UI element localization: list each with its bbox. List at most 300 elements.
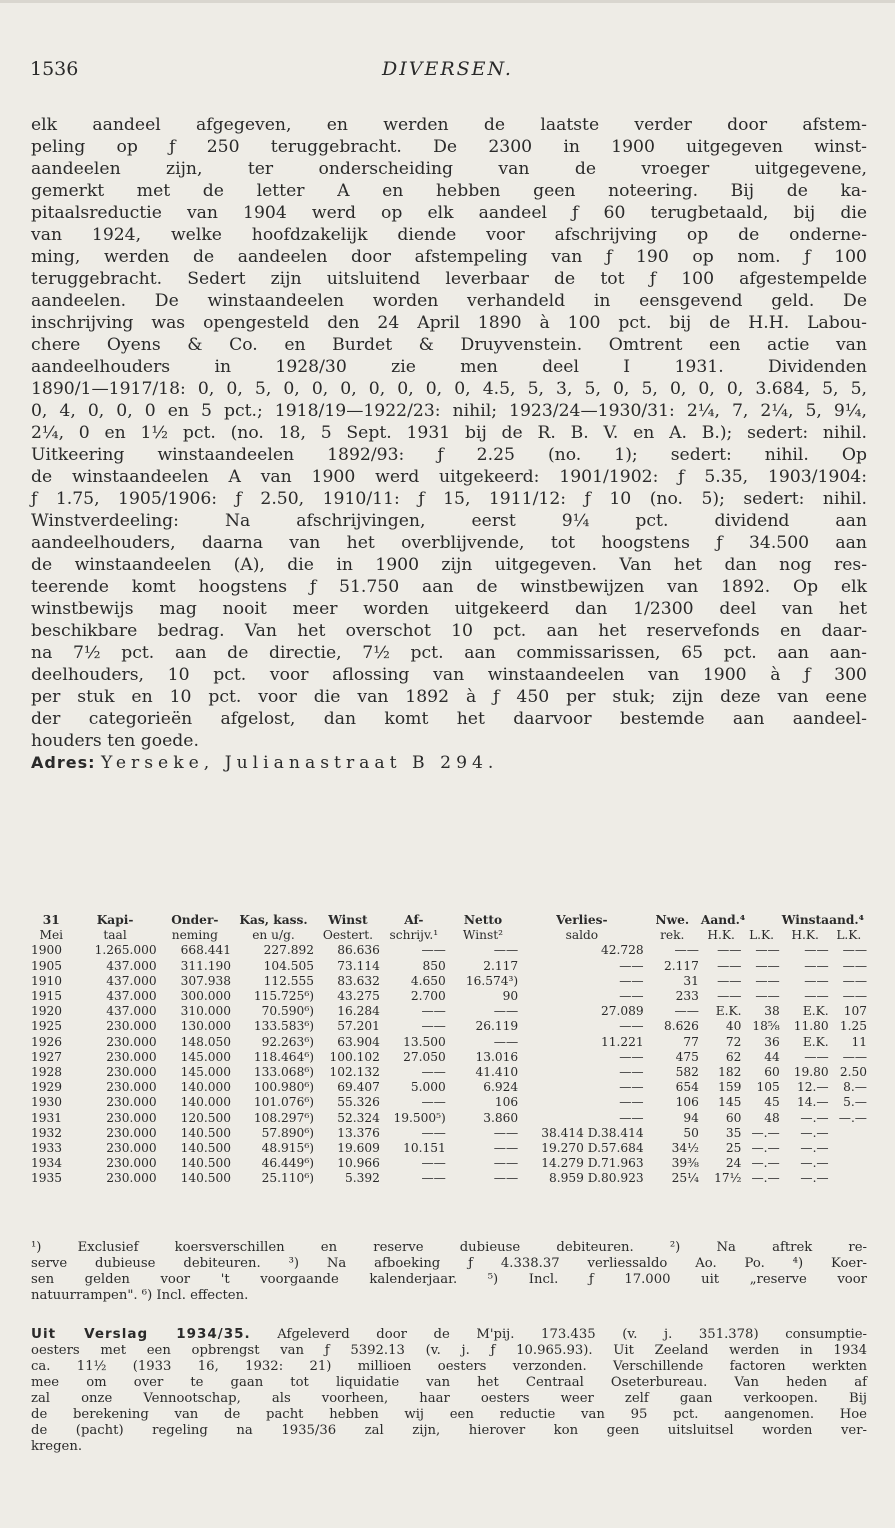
table-header-cell: Aand.⁴ <box>700 913 746 927</box>
table-cell: 60 <box>764 1065 780 1080</box>
table-cell: 77 <box>683 1034 699 1049</box>
table-cell: —— <box>421 1019 446 1034</box>
footnotes <box>31 1240 867 1304</box>
body-line: peling op ƒ 250 teruggebracht. De 2300 in 1900 uitgegeven winst- <box>31 137 867 157</box>
table-row <box>30 1065 868 1080</box>
table-cell: —— <box>421 1156 446 1171</box>
body-line: teruggebracht. Sedert zijn uitsluitend leverbaar de tot ƒ 100 afgestempelde <box>31 269 867 289</box>
table-row <box>30 1156 868 1171</box>
table-cell: 108.297⁶) <box>253 1110 314 1125</box>
table-cell: 140.500 <box>180 1125 232 1140</box>
table-header-cell: Kapi- <box>96 913 134 927</box>
body-line: winstbewijs mag nooit meer worden uitgekeerd dan 1/2300 deel van het <box>31 599 867 619</box>
table-cell: 8.626 <box>664 1019 699 1034</box>
table-cell: 50 <box>683 1125 699 1140</box>
table-cell: 1915 <box>31 989 63 1004</box>
footnote-line: ¹) Exclusief koersverschillen en reserve dubieuse debiteuren. ²) Na aftrek re- <box>31 1240 867 1255</box>
table-cell: —— <box>619 1019 644 1034</box>
table-subheader-cell: Mei <box>39 928 64 943</box>
table-cell: 63.904 <box>337 1034 380 1049</box>
table-cell: —— <box>755 943 780 958</box>
table-cell: 230.000 <box>106 1156 157 1171</box>
table-cell: 18⅝ <box>752 1019 780 1034</box>
table-cell: —— <box>804 943 829 958</box>
table-cell: 307.938 <box>180 973 232 988</box>
table-cell: 230.000 <box>106 1095 157 1110</box>
table-cell: 4.650 <box>410 973 446 988</box>
table-cell: 230.000 <box>106 1141 157 1156</box>
table-header-cell: Af- <box>404 913 424 927</box>
table-cell: 46.449⁶) <box>261 1156 314 1171</box>
page-number: 1536 <box>30 58 79 80</box>
table-cell: —— <box>493 1171 519 1186</box>
table-row <box>30 989 868 1004</box>
table-cell: 140.500 <box>180 1141 232 1156</box>
table-cell: 73.114 <box>337 958 380 973</box>
body-line: Winstverdeeling: Na afschrijvingen, eerst 9¼ pct. dividend aan <box>31 511 867 531</box>
table-cell: 230.000 <box>106 1065 157 1080</box>
table-cell: 105 <box>756 1080 780 1095</box>
table-cell: 5.392 <box>345 1171 380 1186</box>
table-cell: 115.725⁶) <box>253 989 314 1004</box>
table-cell: —— <box>421 1095 446 1110</box>
table-subheader-cell: schrijv.¹ <box>389 928 439 943</box>
table-cell: 1910 <box>31 973 63 988</box>
report-line <box>31 1326 867 1343</box>
table-cell: 72 <box>725 1034 742 1049</box>
table-header-cell: Netto <box>463 913 503 927</box>
table-row <box>30 974 868 989</box>
report-section <box>31 1326 867 1455</box>
table-cell: 654 <box>675 1080 699 1095</box>
table-cell: 130.000 <box>180 1019 232 1034</box>
table-cell: 1934 <box>31 1156 63 1171</box>
table-cell: 227.892 <box>263 943 314 958</box>
table-cell: —— <box>619 973 644 988</box>
table-cell: —— <box>755 958 780 973</box>
table-cell: —— <box>842 958 867 973</box>
table-cell: —— <box>804 1049 829 1064</box>
report-line <box>31 1343 867 1359</box>
table-subheader-cell: rek. <box>660 928 685 943</box>
financial-table <box>30 913 868 1187</box>
table-cell: —— <box>493 1004 519 1019</box>
table-cell <box>830 1171 868 1186</box>
page-title: DIVERSEN. <box>382 58 513 80</box>
report-line <box>31 1375 867 1391</box>
table-cell: —— <box>717 958 742 973</box>
table-cell: 11 <box>851 1034 867 1049</box>
table-cell: 230.000 <box>106 1019 157 1034</box>
table-cell: 44 <box>764 1049 780 1064</box>
table-cell: 1932 <box>31 1125 63 1140</box>
table-row <box>30 1095 868 1110</box>
table-cell: 45 <box>764 1095 780 1110</box>
table-cell: 437.000 <box>106 1004 157 1019</box>
table-cell: —— <box>493 1125 519 1140</box>
table-cell: 38 <box>764 1004 780 1019</box>
table-cell: —— <box>421 943 446 958</box>
table-cell: —— <box>619 1065 644 1080</box>
body-line: pitaalsreductie van 1904 werd op elk aandeel ƒ 60 terugbetaald, bij die <box>31 203 867 223</box>
table-cell: —— <box>619 1110 644 1125</box>
table-cell: 1930 <box>31 1095 63 1110</box>
table-cell: 850 <box>422 958 446 973</box>
table-subheader-cell: H.K. <box>707 928 735 943</box>
table-cell: —— <box>674 943 699 958</box>
footnote-line: serve dubieuse debiteuren. ³) Na afboeking ƒ 4.338.37 verliessaldo Ao. Po. ⁴) Koer- <box>31 1256 867 1271</box>
address-label: Adres: <box>31 753 96 772</box>
table-cell: 69.407 <box>337 1080 380 1095</box>
report-line <box>31 1359 867 1375</box>
table-row <box>30 1019 868 1034</box>
table-cell: 145.000 <box>180 1065 232 1080</box>
table-cell: 27.050 <box>403 1049 446 1064</box>
table-cell: 19.500⁵) <box>393 1110 446 1125</box>
table-cell: 92.263⁶) <box>261 1034 314 1049</box>
table-cell: —— <box>619 989 644 1004</box>
body-line: aandeelhouders in 1928/30 zie men deel I 1931. Dividenden <box>31 357 867 377</box>
table-cell: —— <box>619 1095 644 1110</box>
body-line: de winstaandeelen (A), die in 1900 zijn uitgegeven. Van het dan nog res- <box>31 555 867 575</box>
table-cell: 118.464⁶) <box>253 1049 314 1064</box>
table-cell: 230.000 <box>106 1171 157 1186</box>
table-cell: 1931 <box>31 1110 63 1125</box>
table-cell: —— <box>421 1004 446 1019</box>
report-line <box>31 1407 867 1423</box>
table-cell: E.K. <box>802 1034 829 1049</box>
table-row <box>30 1035 868 1050</box>
table-row <box>30 959 868 974</box>
table-cell: —— <box>842 989 867 1004</box>
body-line: ƒ 1.75, 1905/1906: ƒ 2.50, 1910/11: ƒ 15, 1911/12: ƒ 10 (no. 5); sedert: nihil. <box>31 489 867 509</box>
table-cell: 31 <box>683 973 699 988</box>
table-cell: —— <box>619 1080 644 1095</box>
table-cell: 1935 <box>31 1171 63 1186</box>
table-cell: 6.924 <box>483 1080 519 1095</box>
table-cell: 57.201 <box>337 1019 380 1034</box>
table-cell: —.— <box>838 1110 867 1125</box>
table-cell: 140.000 <box>180 1095 232 1110</box>
table-cell: 13.500 <box>403 1034 446 1049</box>
table-cell: —— <box>717 943 742 958</box>
body-text <box>31 114 867 774</box>
table-cell: 437.000 <box>106 989 157 1004</box>
report-line <box>31 1391 867 1407</box>
body-line: per stuk en 10 pct. voor die van 1892 à ƒ 450 per stuk; zijn deze van eene <box>31 687 867 707</box>
table-cell: 437.000 <box>106 958 157 973</box>
table-cell: 25 <box>725 1141 742 1156</box>
table-cell: 100.980⁶) <box>253 1080 314 1095</box>
table-subheader-cell: saldo <box>565 928 599 943</box>
table-cell: —.— <box>800 1125 829 1140</box>
table-cell: 14.279 D.71.963 <box>541 1156 644 1171</box>
table-cell: 70.590⁶) <box>261 1004 314 1019</box>
table-subheader-cell: L.K. <box>749 928 775 943</box>
table-row <box>30 1126 868 1141</box>
table-cell: 8.— <box>843 1080 867 1095</box>
table-cell: 27.089 <box>600 1004 644 1019</box>
table-header-cell: Winst <box>328 913 368 927</box>
table-cell: 300.000 <box>180 989 232 1004</box>
table-header-cell: Kas, kass. <box>239 913 308 927</box>
body-line: na 7½ pct. aan de directie, 7½ pct. aan commissarissen, 65 pct. aan aan- <box>31 643 867 663</box>
table-cell: 230.000 <box>106 1110 157 1125</box>
table-cell: 437.000 <box>106 973 157 988</box>
table-cell: 1900 <box>31 943 63 958</box>
table-cell: 26.119 <box>475 1019 519 1034</box>
table-cell: 40 <box>725 1019 742 1034</box>
table-cell: 10.151 <box>403 1141 446 1156</box>
table-cell: 1905 <box>31 958 63 973</box>
table-cell: —— <box>755 989 780 1004</box>
table-cell: 90 <box>502 989 519 1004</box>
table-subheader-cell: H.K. <box>791 928 819 943</box>
report-line-text: kregen. <box>31 1439 83 1454</box>
body-line: aandeelen zijn, ter onderscheiding van de vroeger uitgegevene, <box>31 159 867 179</box>
table-cell: —.— <box>800 1171 829 1186</box>
table-cell: 11.80 <box>793 1019 829 1034</box>
table-cell: 11.221 <box>600 1034 644 1049</box>
table-cell: 230.000 <box>106 1049 157 1064</box>
table-cell: —— <box>421 1125 446 1140</box>
footnote-line: natuurrampen". ⁶) Incl. effecten. <box>31 1288 249 1303</box>
table-cell: 140.500 <box>180 1156 232 1171</box>
table-header-cell: Nwe. <box>655 913 690 927</box>
table-cell: 38.414 D.38.414 <box>541 1125 644 1140</box>
table-cell: 8.959 D.80.923 <box>548 1171 644 1186</box>
table-cell: —— <box>493 1034 519 1049</box>
table-cell: —.— <box>800 1141 829 1156</box>
table-cell: 13.016 <box>475 1049 519 1064</box>
table-header-row <box>30 928 868 943</box>
table-cell: 19.270 D.57.684 <box>541 1141 644 1156</box>
table-cell: —.— <box>800 1156 829 1171</box>
table-cell: 1926 <box>31 1034 63 1049</box>
body-line: aandeelhouders, daarna van het overblijvende, tot hoogstens ƒ 34.500 aan <box>31 533 867 553</box>
table-row <box>30 1050 868 1065</box>
table-cell: 311.190 <box>180 958 232 973</box>
table-header-cell: Winstaand.⁴ <box>781 913 864 927</box>
report-line-text: mee om over te gaan tot liquidatie van het Centraal Oseterbureau. Van heden af <box>31 1375 867 1390</box>
table-cell: 5.— <box>843 1095 867 1110</box>
body-line: chere Oyens & Co. en Burdet & Druyvenstein. Omtrent een actie van <box>31 335 867 355</box>
body-line: deelhouders, 10 pct. voor aflossing van winstaandeelen van 1900 à ƒ 300 <box>31 665 867 685</box>
table-cell: —— <box>674 1004 699 1019</box>
table-cell: —— <box>842 943 867 958</box>
table-cell: 100.102 <box>329 1049 380 1064</box>
table-cell: 19.609 <box>337 1141 380 1156</box>
body-line: ming, werden de aandeelen door afstempeling van ƒ 190 op nom. ƒ 100 <box>31 247 867 267</box>
table-cell: 17½ <box>714 1171 742 1186</box>
table-cell: —— <box>717 973 742 988</box>
body-line: 2¼, 0 en 1½ pct. (no. 18, 5 Sept. 1931 bij de R. B. V. en A. B.); sedert: nihil. <box>31 423 867 443</box>
table-cell: 10.966 <box>337 1156 380 1171</box>
table-cell: 120.500 <box>180 1110 232 1125</box>
table-cell: 39⅜ <box>671 1156 699 1171</box>
table-row <box>30 1004 868 1019</box>
table-cell: —— <box>804 989 829 1004</box>
table-cell: 94 <box>683 1110 699 1125</box>
table-cell: 1920 <box>31 1004 63 1019</box>
table-cell: 3.860 <box>483 1110 519 1125</box>
table-cell: —.— <box>751 1125 780 1140</box>
table-cell: 52.324 <box>337 1110 380 1125</box>
table-cell: 1927 <box>31 1049 63 1064</box>
table-cell: —.— <box>800 1110 829 1125</box>
table-header-cell: Verlies- <box>556 913 608 927</box>
table-cell: 230.000 <box>106 1034 157 1049</box>
table-cell: 145 <box>718 1095 742 1110</box>
table-cell: 2.50 <box>839 1065 867 1080</box>
table-cell: 12.— <box>797 1080 829 1095</box>
table-cell: 668.441 <box>180 943 232 958</box>
table-subheader-cell: Oestert. <box>322 928 374 943</box>
table-cell: —— <box>493 1141 519 1156</box>
table-cell: 475 <box>675 1049 699 1064</box>
table-cell: 62 <box>725 1049 742 1064</box>
table-cell: —— <box>493 943 519 958</box>
table-cell: —— <box>842 1049 867 1064</box>
table-cell: 1925 <box>31 1019 63 1034</box>
table-cell: 25.110⁶) <box>261 1171 314 1186</box>
table-cell: —— <box>493 1156 519 1171</box>
report-line-text: de berekening van de pacht hebben wij een reductie van 95 pct. aangenomen. Hoe <box>31 1407 867 1422</box>
table-cell: 230.000 <box>106 1125 157 1140</box>
table-subheader-cell: L.K. <box>836 928 862 943</box>
table-row <box>30 1171 868 1186</box>
table-cell <box>830 1141 868 1156</box>
table-cell: 182 <box>718 1065 742 1080</box>
table-cell: 2.117 <box>483 958 519 973</box>
table-cell: 35 <box>725 1125 742 1140</box>
table-cell: —.— <box>751 1141 780 1156</box>
table-cell: 102.132 <box>329 1065 380 1080</box>
table-cell: —— <box>755 973 780 988</box>
table-cell: 582 <box>675 1065 699 1080</box>
table-cell: —— <box>421 1065 446 1080</box>
table-cell: 1929 <box>31 1080 63 1095</box>
table-cell: 86.636 <box>337 943 380 958</box>
report-line-text: zal onze Vennootschap, als voorheen, haar oesters weer zelf gaan verkoopen. Bij <box>31 1391 867 1406</box>
table-subheader-cell: en u/g. <box>252 928 295 943</box>
table-cell: 1933 <box>31 1141 63 1156</box>
table-cell: 106 <box>675 1095 699 1110</box>
table-cell: 1928 <box>31 1065 63 1080</box>
table-cell: 159 <box>718 1080 742 1095</box>
body-line: 0, 4, 0, 0, 0 en 5 pct.; 1918/19—1922/23: nihil; 1923/24—1930/31: 2¼, 7, 2¼, 5, 9¼, <box>31 401 867 421</box>
table-cell: 233 <box>675 989 699 1004</box>
table-cell: 25¼ <box>671 1171 699 1186</box>
report-line-text: oesters met een opbrengst van ƒ 5392.13 (v. j. ƒ 10.965.93). Uit Zeeland werden in 1934 <box>31 1343 867 1358</box>
table-subheader-cell: Winst² <box>462 928 504 943</box>
table-cell: 140.000 <box>180 1080 232 1095</box>
table-cell: —— <box>804 973 829 988</box>
address-value: Yerseke, Julianastraat B 294. <box>100 753 499 773</box>
table-cell: 106 <box>494 1095 519 1110</box>
table-cell: 5.000 <box>410 1080 446 1095</box>
report-line-text: Afgeleverd door de M'pij. 173.435 (v. j. 351.378) consumptie- <box>277 1327 867 1342</box>
table-cell: 2.700 <box>410 989 446 1004</box>
table-cell <box>830 1126 868 1141</box>
body-line: elk aandeel afgegeven, en werden de laatste verder door afstem- <box>31 115 867 135</box>
table-cell: 148.050 <box>180 1034 232 1049</box>
table-row <box>30 1111 868 1126</box>
table-cell: —— <box>717 989 742 1004</box>
table-header-cell: 31 <box>42 913 60 927</box>
address-line <box>31 752 867 774</box>
table-row <box>30 1080 868 1095</box>
table-cell: 1.265.000 <box>94 943 157 958</box>
table-header-cell: Onder- <box>171 913 219 927</box>
report-line-text: ca. 11½ (1933 16, 1932: 21) millioen oesters verzonden. Verschillende factoren werkten <box>31 1359 867 1374</box>
table-cell: 34½ <box>671 1141 699 1156</box>
body-line: Uitkeering winstaandeelen 1892/93: ƒ 2.25 (no. 1); sedert: nihil. Op <box>31 445 867 465</box>
table-cell: 101.076⁶) <box>253 1095 314 1110</box>
table-cell: 19.80 <box>793 1065 829 1080</box>
table-cell: 145.000 <box>180 1049 232 1064</box>
footnote-line: sen gelden voor 't voorgaande kalenderjaar. ⁵) Incl. ƒ 17.000 uit „reserve voor <box>31 1272 867 1287</box>
table-cell: 104.505 <box>263 958 314 973</box>
table-cell: 2.117 <box>664 958 699 973</box>
table-subheader-cell: neming <box>171 928 218 943</box>
table-row <box>30 1141 868 1156</box>
body-line: de winstaandeelen A van 1900 werd uitgekeerd: 1901/1902: ƒ 5.35, 1903/1904: <box>31 467 867 487</box>
table-cell: 230.000 <box>106 1080 157 1095</box>
report-line <box>31 1423 867 1439</box>
table-cell: —.— <box>751 1156 780 1171</box>
table-cell: 57.890⁶) <box>261 1125 314 1140</box>
table-cell: —— <box>619 1049 644 1064</box>
table-cell: 41.410 <box>475 1065 519 1080</box>
body-line: inschrijving was opengesteld den 24 April 1890 à 100 pct. bij de H.H. Labou- <box>31 313 867 333</box>
body-line: beschikbare bedrag. Van het overschot 10 pct. aan het reservefonds en daar- <box>31 621 867 641</box>
table-cell: 55.326 <box>337 1095 380 1110</box>
table-row <box>30 943 868 958</box>
table-cell: 16.574³) <box>465 973 519 988</box>
table-cell: 36 <box>764 1034 780 1049</box>
table-cell: 13.376 <box>337 1125 380 1140</box>
table-cell <box>830 1156 868 1171</box>
body-line: der categorieën afgelost, dan komt het daarvoor bestemde aan aandeel- <box>31 709 867 729</box>
table-cell: 112.555 <box>263 973 314 988</box>
report-line-text: de (pacht) regeling na 1935/36 zal zijn, hierover kon geen uitsluitsel worden ver- <box>31 1423 867 1438</box>
table-cell: 83.632 <box>337 973 380 988</box>
report-line <box>31 1439 867 1455</box>
report-heading: Uit Verslag 1934/35. <box>31 1326 251 1342</box>
table-cell: 107 <box>843 1004 867 1019</box>
table-header-row <box>30 913 868 928</box>
table-cell: 140.500 <box>180 1171 232 1186</box>
body-line: teerende komt hoogstens ƒ 51.750 aan de winstbewijzen van 1892. Op elk <box>31 577 867 597</box>
table-cell: 14.— <box>797 1095 829 1110</box>
body-line: 1890/1—1917/18: 0, 0, 5, 0, 0, 0, 0, 0, 0, 0, 4.5, 5, 3, 5, 0, 5, 0, 0, 0, 3.684, 5, 5, <box>31 379 867 399</box>
table-cell: 1.25 <box>839 1019 867 1034</box>
table-cell: 42.728 <box>600 943 644 958</box>
body-line: van 1924, welke hoofdzakelijk diende voor afschrijving op de onderne- <box>31 225 867 245</box>
body-line: aandeelen. De winstaandeelen worden verhandeld in eensgevend geld. De <box>31 291 867 311</box>
table-cell: 60 <box>725 1110 742 1125</box>
page-top-edge <box>0 0 895 3</box>
table-header-cell <box>742 913 780 928</box>
body-line: houders ten goede. <box>31 731 199 751</box>
table-cell: 43.275 <box>337 989 380 1004</box>
body-line: gemerkt met de letter A en hebben geen noteering. Bij de ka- <box>31 181 867 201</box>
table-cell: —— <box>804 958 829 973</box>
table-cell: 133.583⁶) <box>253 1019 314 1034</box>
table-cell: E.K. <box>715 1004 742 1019</box>
table-cell: 133.068⁶) <box>253 1065 314 1080</box>
